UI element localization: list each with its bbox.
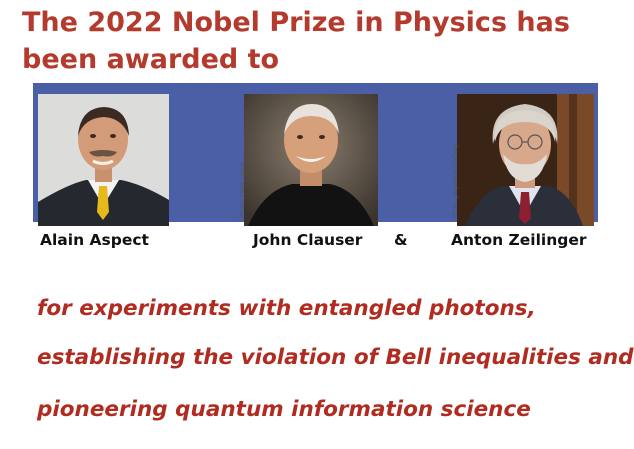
ampersand-separator: & (394, 231, 408, 249)
laureate-name-aspect: Alain Aspect (40, 231, 149, 249)
citation-line-1: for experiments with entangled photons, (37, 296, 536, 321)
portrait-aspect-icon (38, 94, 169, 226)
citation-line-2: establishing the violation of Bell inequalities and (37, 345, 634, 370)
page-title (22, 4, 602, 78)
citation-line-3: pioneering quantum information science (37, 397, 531, 422)
title-line-2: been awarded to (22, 44, 280, 75)
portrait-clauser-icon (239, 94, 378, 226)
laureate-name-clauser: John Clauser (253, 231, 363, 249)
title-line-1: The 2022 Nobel Prize in Physics has (22, 7, 570, 38)
portrait-zeilinger-icon (452, 94, 594, 226)
laureate-name-zeilinger: Anton Zeilinger (451, 231, 587, 249)
photo-credit-zeilinger: Photo: Jaqueline Godany (452, 144, 459, 218)
photo-credit-clauser: Photo: Peter Lyons (239, 162, 246, 218)
